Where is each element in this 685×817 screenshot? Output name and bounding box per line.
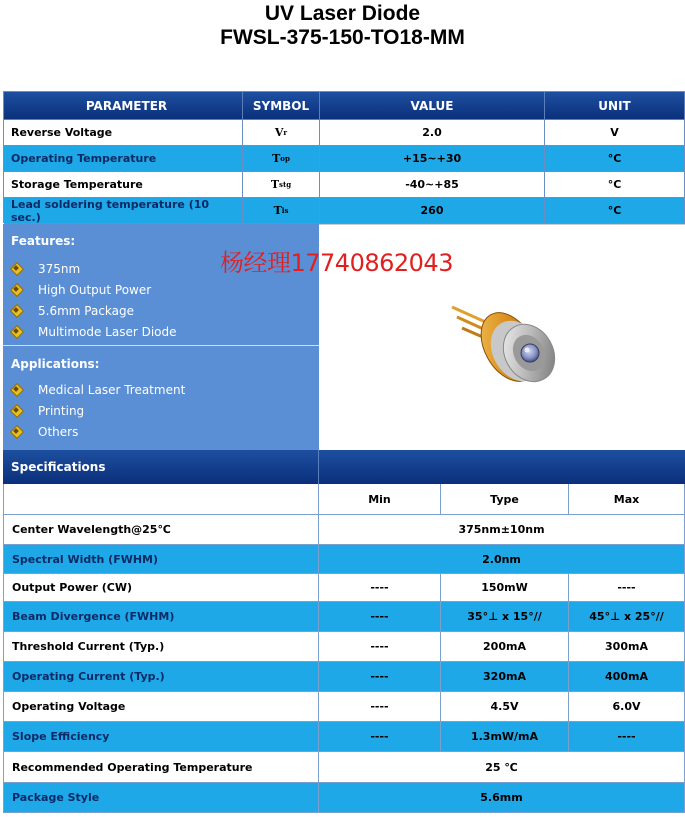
model-number: FWSL-375-150-TO18-MM xyxy=(220,26,465,49)
spec-type: 150mW xyxy=(441,574,569,601)
diamond-bullet-icon xyxy=(11,263,22,274)
param-symbol: T stg xyxy=(243,172,320,198)
param-value: 260 xyxy=(320,198,545,224)
spec-type: 35°⊥ x 15°// xyxy=(441,602,569,631)
applications-section xyxy=(3,347,319,450)
param-name: Operating Temperature xyxy=(4,146,243,172)
spec-value: 5.6mm xyxy=(319,783,685,812)
diamond-bullet-icon xyxy=(11,305,22,316)
spec-value: 2.0nm xyxy=(319,545,685,573)
spec-min: ---- xyxy=(319,662,441,691)
list-item: Others xyxy=(11,421,185,442)
spec-type: 320mA xyxy=(441,662,569,691)
col-header-type: Type xyxy=(441,484,569,514)
table-row xyxy=(3,692,685,722)
spec-max: 6.0V xyxy=(569,692,685,721)
spec-name: Beam Divergence (FWHM) xyxy=(3,602,319,631)
param-name: Storage Temperature xyxy=(4,172,243,198)
param-name: Reverse Voltage xyxy=(4,120,243,146)
table-row xyxy=(3,752,685,783)
spec-type: 1.3mW/mA xyxy=(441,722,569,751)
param-unit: °C xyxy=(545,198,685,224)
spec-min: ---- xyxy=(319,632,441,661)
spec-column-header-row xyxy=(3,484,685,515)
spec-min: ---- xyxy=(319,722,441,751)
table-row xyxy=(3,602,685,632)
param-unit: V xyxy=(545,120,685,146)
spec-max: 45°⊥ x 25°// xyxy=(569,602,685,631)
diamond-bullet-icon xyxy=(11,405,22,416)
param-value: +15~+30 xyxy=(320,146,545,172)
features-list xyxy=(11,258,177,342)
diamond-bullet-icon xyxy=(11,426,22,437)
list-item: Printing xyxy=(11,400,185,421)
col-header-symbol: SYMBOL xyxy=(243,92,320,120)
table-row xyxy=(4,146,685,172)
spec-header-blank xyxy=(3,484,319,514)
diamond-bullet-icon xyxy=(11,284,22,295)
specifications-table xyxy=(3,484,685,813)
param-unit: °C xyxy=(545,172,685,198)
spec-min: ---- xyxy=(319,692,441,721)
features-heading: Features: xyxy=(11,234,76,248)
spec-min: ---- xyxy=(319,602,441,631)
spec-name: Threshold Current (Typ.) xyxy=(3,632,319,661)
col-header-unit: UNIT xyxy=(545,92,685,120)
spec-max: 300mA xyxy=(569,632,685,661)
col-header-value: VALUE xyxy=(320,92,545,120)
list-item: Multimode Laser Diode xyxy=(11,321,177,342)
table-row xyxy=(3,722,685,752)
applications-list xyxy=(11,379,185,442)
table-row xyxy=(3,545,685,574)
col-header-max: Max xyxy=(569,484,685,514)
specifications-header xyxy=(3,450,685,484)
table-row xyxy=(3,632,685,662)
param-value: -40~+85 xyxy=(320,172,545,198)
parameter-table-header xyxy=(4,92,685,120)
spec-name: Operating Voltage xyxy=(3,692,319,721)
spec-value: 375nm±10nm xyxy=(319,515,685,544)
table-row xyxy=(3,662,685,692)
spec-value: 25 ℃ xyxy=(319,752,685,782)
spec-name: Recommended Operating Temperature xyxy=(3,752,319,782)
spec-type: 200mA xyxy=(441,632,569,661)
diamond-bullet-icon xyxy=(11,326,22,337)
list-item: 5.6mm Package xyxy=(11,300,177,321)
spec-max: ---- xyxy=(569,722,685,751)
spec-name: Spectral Width (FWHM) xyxy=(3,545,319,573)
table-row xyxy=(3,515,685,545)
spec-max: ---- xyxy=(569,574,685,601)
col-header-min: Min xyxy=(319,484,441,514)
table-row xyxy=(3,783,685,813)
spec-type: 4.5V xyxy=(441,692,569,721)
watermark-text: 杨经理17740862043 xyxy=(220,249,453,277)
spec-name: Center Wavelength@25℃ xyxy=(3,515,319,544)
parameter-table xyxy=(3,91,685,223)
table-row xyxy=(3,574,685,602)
diamond-bullet-icon xyxy=(11,384,22,395)
col-header-parameter: PARAMETER xyxy=(4,92,243,120)
param-symbol: T op xyxy=(243,146,320,172)
list-item: 375nm xyxy=(11,258,177,279)
table-row xyxy=(4,172,685,198)
table-row xyxy=(4,198,685,224)
spec-min: ---- xyxy=(319,574,441,601)
table-row xyxy=(4,120,685,146)
spec-name: Package Style xyxy=(3,783,319,812)
spec-name: Output Power (CW) xyxy=(3,574,319,601)
list-item: High Output Power xyxy=(11,279,177,300)
list-item: Medical Laser Treatment xyxy=(11,379,185,400)
spec-name: Slope Efficiency xyxy=(3,722,319,751)
spec-max: 400mA xyxy=(569,662,685,691)
param-symbol: T ls xyxy=(243,198,320,224)
spec-name: Operating Current (Typ.) xyxy=(3,662,319,691)
specifications-heading: Specifications xyxy=(3,450,319,484)
applications-heading: Applications: xyxy=(11,357,100,371)
param-unit: °C xyxy=(545,146,685,172)
param-symbol: V r xyxy=(243,120,320,146)
param-name: Lead soldering temperature (10 sec.) xyxy=(4,198,243,224)
document-title: UV Laser Diode xyxy=(264,2,421,25)
param-value: 2.0 xyxy=(320,120,545,146)
